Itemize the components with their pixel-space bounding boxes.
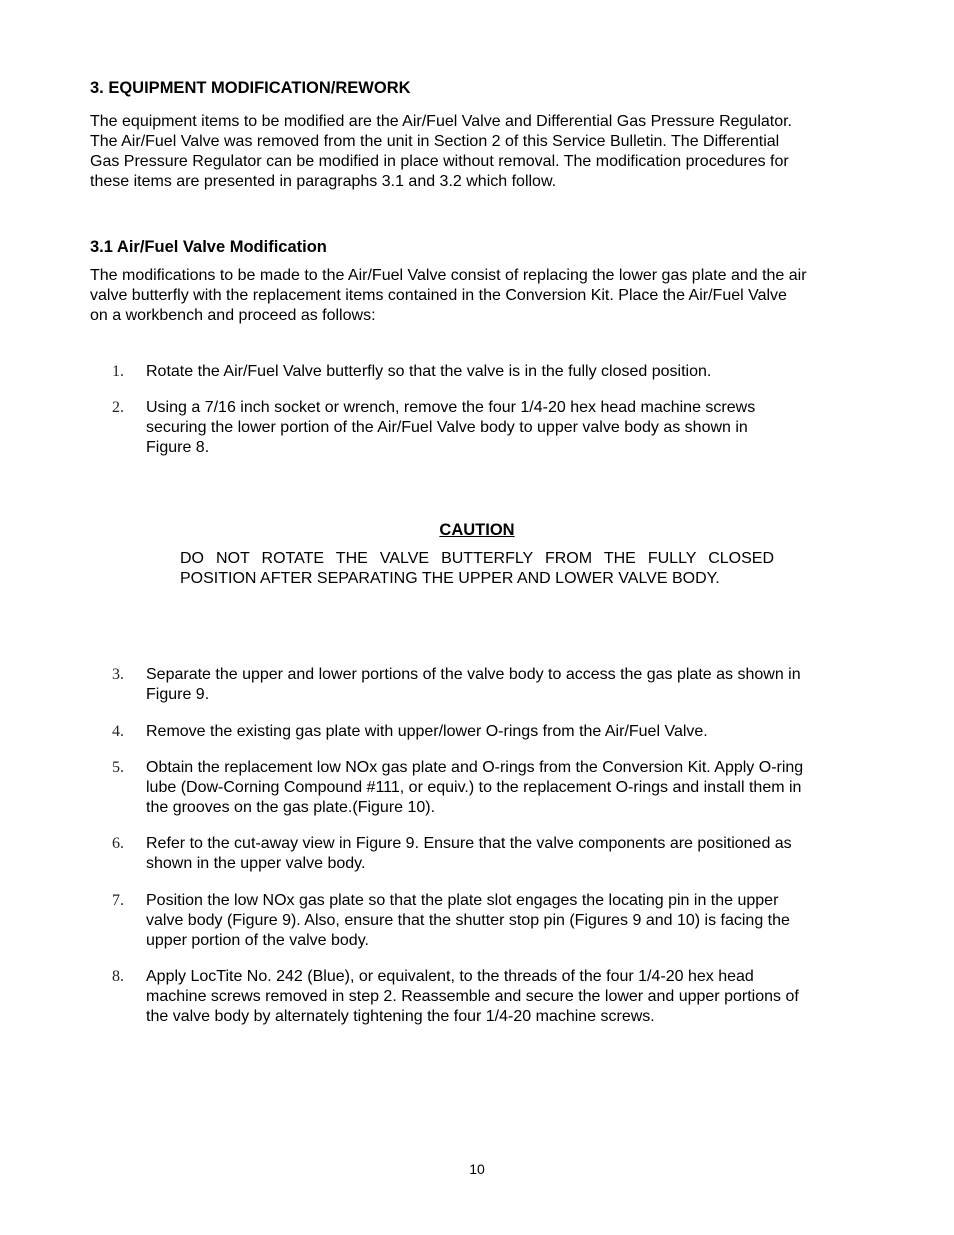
step-line: lube (Dow-Corning Compound #111, or equiv.) to the replacement O-rings and install them in [146, 779, 802, 796]
paragraph-line: The modifications to be made to the Air/Fuel Valve consist of replacing the lower gas plate and the air [90, 267, 807, 284]
section-intro-paragraph [90, 112, 870, 192]
step-line: Obtain the replacement low NOx gas plate and O-rings from the Conversion Kit. Apply O-ring [146, 759, 804, 776]
subsection-heading: 3.1 Air/Fuel Valve Modification [90, 238, 327, 256]
step-line: Separate the upper and lower portions of the valve body to access the gas plate as shown in [146, 666, 801, 683]
step-line: securing the lower portion of the Air/Fuel Valve body to upper valve body as shown in [146, 419, 748, 436]
paragraph-line: The equipment items to be modified are the Air/Fuel Valve and Differential Gas Pressure Regulator. [90, 113, 792, 130]
step-number: 8. [112, 968, 124, 985]
step-line: the valve body by alternately tightening the four 1/4-20 machine screws. [146, 1008, 655, 1025]
page-number: 10 [469, 1161, 485, 1177]
step-line: valve body (Figure 9). Also, ensure that the shutter stop pin (Figures 9 and 10) is facing the [146, 912, 790, 929]
step-number: 6. [112, 835, 124, 852]
step-line: machine screws removed in step 2. Reassemble and secure the lower and upper portions of [146, 988, 799, 1005]
caution-title: CAUTION [439, 521, 515, 539]
paragraph-line: The Air/Fuel Valve was removed from the unit in Section 2 of this Service Bulletin. The Differential [90, 133, 780, 150]
step-line: the grooves on the gas plate.(Figure 10). [146, 799, 436, 816]
step-line: Rotate the Air/Fuel Valve butterfly so that the valve is in the fully closed position. [146, 363, 712, 380]
step-number: 5. [112, 759, 124, 776]
step-text [146, 758, 866, 818]
paragraph-line: valve butterfly with the replacement items contained in the Conversion Kit. Place the Air/Fuel Valve [90, 287, 787, 304]
paragraph-line: Gas Pressure Regulator can be modified in place without removal. The modification procedures for [90, 153, 789, 170]
step-number: 2. [112, 399, 124, 416]
step-text [146, 362, 866, 382]
step-text [146, 665, 866, 705]
step-number: 1. [112, 363, 124, 380]
step-number: 4. [112, 723, 124, 740]
caution-text [180, 549, 780, 589]
step-line: Apply LocTite No. 242 (Blue), or equivalent, to the threads of the four 1/4-20 hex head [146, 968, 754, 985]
step-text [146, 834, 866, 874]
step-line: Figure 9. [146, 686, 210, 703]
step-line: Remove the existing gas plate with upper/lower O-rings from the Air/Fuel Valve. [146, 723, 708, 740]
caution-line: DO NOT ROTATE THE VALVE BUTTERFLY FROM THE FULLY CLOSED [180, 550, 774, 567]
step-text [146, 398, 866, 458]
section-heading: 3. EQUIPMENT MODIFICATION/REWORK [90, 79, 411, 97]
step-line: Using a 7/16 inch socket or wrench, remove the four 1/4-20 hex head machine screws [146, 399, 756, 416]
step-line: upper portion of the valve body. [146, 932, 369, 949]
subsection-intro-paragraph [90, 266, 870, 326]
step-line: Position the low NOx gas plate so that the plate slot engages the locating pin in the upper [146, 892, 779, 909]
step-number: 3. [112, 666, 124, 683]
paragraph-line: these items are presented in paragraphs 3.1 and 3.2 which follow. [90, 173, 557, 190]
step-line: Figure 8. [146, 439, 210, 456]
paragraph-line: on a workbench and proceed as follows: [90, 307, 376, 324]
step-text [146, 967, 866, 1027]
step-text [146, 891, 866, 951]
step-line: Refer to the cut-away view in Figure 9. Ensure that the valve components are positioned as [146, 835, 792, 852]
step-number: 7. [112, 892, 124, 909]
step-line: shown in the upper valve body. [146, 855, 366, 872]
step-text [146, 722, 866, 742]
caution-line: POSITION AFTER SEPARATING THE UPPER AND LOWER VALVE BODY. [180, 570, 720, 587]
